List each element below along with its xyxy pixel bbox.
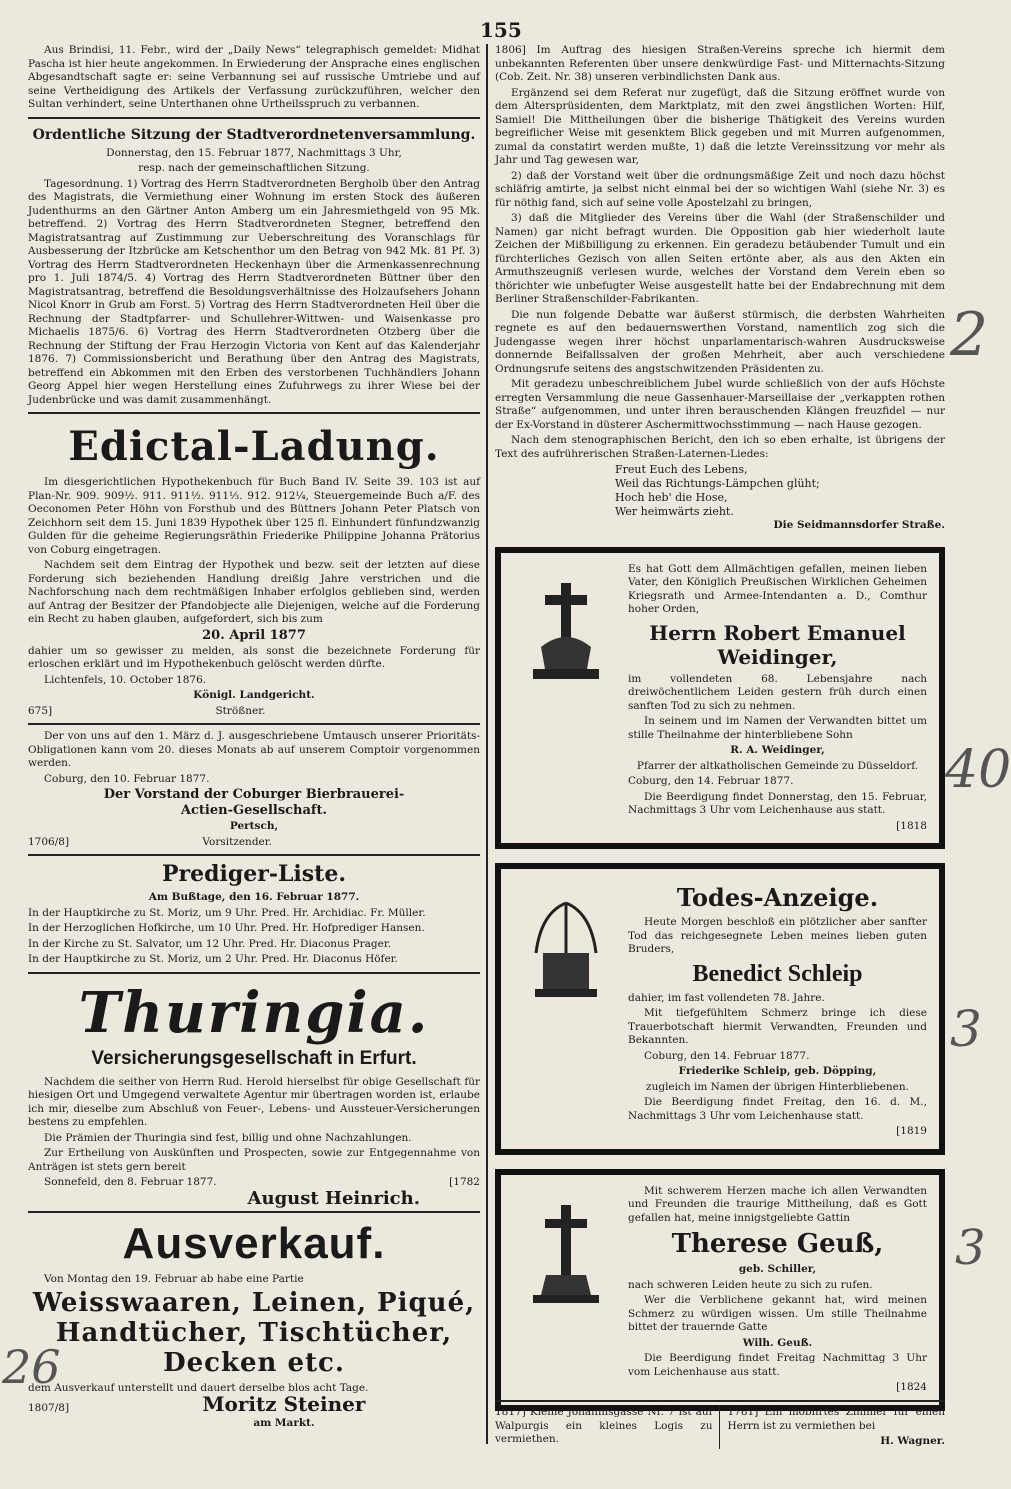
ausverkauf-signature-2: am Markt. (253, 1417, 315, 1429)
bier-date: Coburg, den 10. Februar 1877. (44, 772, 210, 785)
pencil-mark: 3 (955, 1220, 986, 1276)
prediger-subtitle: Am Bußtage, den 16. Februar 1877. (148, 891, 360, 903)
pencil-mark: 2 (950, 300, 989, 370)
prediger-line: In der Kirche zu St. Salvator, um 12 Uhr. Pred. Hr. Diaconus Prager. (28, 937, 392, 950)
strassen-verein-signature: Die Seidmannsdorfer Straße. (773, 519, 945, 531)
strassen-verein-p3: 2) daß der Vorstand weit über die ordnungsmäßige Zeit und noch dazu höchst schläfrig amtirte, ja selbst nicht einmal bei der so wichtigen Wahl (siehe Nr. 3) es für nöthig fand, sich auf seine volle Apostelzahl zu bringen, (495, 169, 945, 209)
ausverkauf-number: 1807/8] (28, 1401, 70, 1414)
death1-number: [1818 (896, 819, 927, 832)
pencil-mark: 3 (950, 1000, 982, 1058)
news-brindisi: Aus Brindisi, 11. Febr., wird der „Daily News“ telegraphisch gemeldet: Midhat Pascha ist hier heute angekommen. In Erwiederung der Ansprache eines englischen Abgesandtschaft sagte er: seine Verbannung sei auf russische Umtriebe und auf seine Vertheidigung des Artikels der Verfassung zurückzuführen, welcher den Sultan verhindert, seine Unterthanen ohne Urtheilsspruch zu verbannen. (28, 44, 480, 110)
poem (615, 463, 945, 519)
death3-body-3: Wer die Verblichene gekannt hat, wird meinen Schmerz zu würdigen wissen. Um stille Theilnahme bittet der trauernde Gatte (628, 1294, 927, 1333)
thuringia-number: [1782 (449, 1176, 480, 1188)
small-ads (495, 1400, 945, 1451)
divider (28, 117, 480, 119)
ausverkauf-body: dem Ausverkauf unterstellt und dauert derselbe blos acht Tage. (28, 1382, 369, 1394)
death2-name: Benedict Schleip (692, 960, 863, 987)
thuringia-place: Sonnefeld, den 8. Februar 1877. (44, 1176, 217, 1188)
death1-name: Herrn Robert Emanuel Weidinger, (649, 620, 906, 669)
death1-signature-2: Pfarrer der altkatholischen Gemeinde zu Düsseldorf. (636, 759, 919, 772)
prediger-line: In der Herzoglichen Hofkirche, um 10 Uhr. Pred. Hr. Hofprediger Hansen. (28, 922, 425, 934)
divider (28, 412, 480, 414)
ausverkauf-signature-row (28, 1391, 480, 1416)
pencil-mark: 40 (945, 740, 1011, 800)
bier-body: Der von uns auf den 1. März d. J. ausgeschriebene Umtausch unserer Prioritäts-Obligationen kann vom 20. dieses Monats ab auf unserem Comptoir vorgenommen werden. (28, 730, 480, 769)
willow-tomb-icon (521, 893, 611, 1003)
edictal-body-3: dahier um so gewisser zu melden, als sonst die bezeichnete Forderung für erloschen erklärt und im Hypothekenbuch gelöscht werden dürfte. (28, 644, 480, 670)
small-ad-logis: 1817] Kleine Johannisgasse Nr. 7 ist auf Walpurgis ein kleines Logis zu vermiethen. (495, 1406, 720, 1449)
poem-line: Wer heimwärts zieht. (615, 505, 734, 518)
death3-body-4: Die Beerdigung findet Freitag Nachmittag 3 Uhr vom Leichenhause aus statt. (628, 1352, 927, 1378)
death3-number: [1824 (896, 1381, 927, 1393)
death3-body-2: nach schweren Leiden heute zu sich zu rufen. (628, 1278, 873, 1291)
edictal-body: Im diesgerichtlichen Hypothekenbuch für Buch Band IV. Seite 39. 103 ist auf Plan-Nr. 909. 909½. 911. 911½. 911⅓. 912. 912¼, Steuergemeinde Buch a/F. des Oeconomen Peter Höhn von Forsthub und des Büttners Johann Peter Platsch von Zeichhorn seit dem 15. Juni 1839 Hypothek über 125 fl. Einhundert fünfundzwanzig Gulden für die geheime Regierungsräthin Friederike Philippine Johanna Prätorius von Coburg eingetragen. (28, 476, 480, 556)
prediger-title: Prediger-Liste. (161, 861, 346, 887)
death2-body: Heute Morgen beschloß ein plötzlicher aber sanfter Tod das reichgesegnete Leben meines lieben guten Bruders, (628, 916, 927, 955)
sitzung-title: Ordentliche Sitzung der Stadtverordnetenversammlung. (32, 126, 476, 143)
divider (28, 854, 480, 856)
small-ad-zimmer (728, 1406, 946, 1451)
strassen-verein-p1: 1806] Im Auftrag des hiesigen Straßen-Vereins spreche ich hiermit dem unbekannten Referenten über unsere denkwürdige Fast- und Mitternachts-Sitzung (Cob. Zeit. Nr. 38) unseren verbindlichsten Dank aus. (495, 44, 945, 83)
death1-body: Es hat Gott dem Allmächtigen gefallen, meinen lieben Vater, den Königlich Preußischen Wirklichen Geheimen Kriegsrath und Armee-Intendanten a. D., Comthur hoher Orden, (628, 562, 927, 615)
cross-icon (521, 1199, 611, 1309)
death-notice-weidinger (495, 547, 945, 850)
sitzung-agenda: Tagesordnung. 1) Vortrag des Herrn Stadtverordneten Bergholb über den Antrag des Magistrats, die Vermiethung einer Wohnung im ersten Stock des äußeren Judenthurms an den Gärtner Anton Amberg um ein Jahresmiethgeld von 95 Mk. betreffend. 2) Vortrag des Herrn Stadtverordneten Stegner, betreffend den Magistratsantrag auf Zustimmung zur Ueberschreitung des Voranschlags für Ausbesserung der Itzbrücke am Ketschenthor um den Betrag von 942 Mk. 81 Pf. 3) Vortrag des Herrn Stadtverordneten Heckenhayn über die Armenkassenrechnung pro 1. Juli 1874/5. 4) Vortrag des Herrn Stadtverordneten Büttner über den Magistratsantrag, betreffend die Besoldungsverhältnisse des Holzaufsehers Johann Nicol Knorr in Grub am Forst. 5) Vortrag des Herrn Stadtverordneten Heil über die Rechnung der Stadtpfarrer- und Schullehrer-Wittwen- und Waisenkasse pro Michaelis 1875/6. 6) Vortrag des Herrn Stadtverordneten Otzberg über die Rechnung der Stiftung der Frau Herzogin Victoria von Kent auf das Kalenderjahr 1876. 7) Commissionsbericht und Berathung über den Antrag des Magistrats, betreffend ein Abkommen mit den Erben des verstorbenen Tuchhändlers Johann Georg Appel hier wegen Herstellung eines Zufuhrwegs zu ihrer Wiese bei der Judenbrücke und was damit zusammenhängt. (28, 177, 480, 406)
ausverkauf-wares: Weisswaaren, Leinen, Piqué, Handtücher, Tischtücher, Decken etc. (32, 1288, 476, 1378)
death3-signature: Wilh. Geuß. (742, 1336, 813, 1349)
edictal-court: Königl. Landgericht. (193, 689, 315, 701)
edictal-body-2: Nachdem seit dem Eintrag der Hypothek und bezw. seit der letzten auf diese Forderung sich beziehenden Handlung dreißig Jahre verstrichen und die Nachforschung nach dem rechtmäßigen Inhaber erfolglos geblieben sind, werden auf Antrag der Besitzer der Pfandobjecte alle Diejenigen, welche auf die Forderung ein Recht zu haben glauben, aufgefordert, sich bis zum (28, 559, 480, 625)
strassen-verein-p5: Die nun folgende Debatte war äußerst stürmisch, die derbsten Wahrheiten regnete es auf den bedauernswerthen Vorstand, namentlich zog sich die Judengasse wegen ihrer höchst unparlamentarisch-wahren Ausdrucksweise donnernde Beifallssalven der großen Mehrheit, aber auch verschiedene Ordnungsrufe seitens des angstschwitzenden Präsidenten zu. (495, 308, 945, 375)
bier-number: 1706/8] (28, 835, 70, 848)
poem-line: Freut Euch des Lebens, (615, 463, 748, 476)
divider (28, 723, 480, 725)
left-column (28, 44, 480, 1433)
death2-signature-2: zugleich im Namen der übrigen Hinterbliebenen. (646, 1080, 909, 1093)
death1-body-3: In seinem und im Namen der Verwandten bittet um stille Theilnahme der hinterbliebene Sohn (628, 715, 927, 741)
edictal-signature: Strößner. (215, 704, 266, 717)
death2-body-2: dahier, im fast vollendeten 78. Jahre. (628, 991, 825, 1004)
death-notice-text (628, 563, 927, 834)
edictal-number: 675] (28, 704, 53, 717)
strassen-verein-p7: Nach dem stenographischen Bericht, den ich so eben erhalte, ist übrigens der Text des aufrührerischen Straßen-Laternen-Liedes: (495, 434, 945, 460)
small-ad-zimmer-signature: H. Wagner. (880, 1435, 945, 1447)
thuringia-body-3: Zur Ertheilung von Auskünften und Prospecten, sowie zur Entgegennahme von Anträgen ist stets gern bereit (28, 1147, 480, 1173)
bier-signature-4: Vorsitzender. (202, 835, 272, 848)
prediger-line: In der Hauptkirche zu St. Moriz, um 2 Uhr. Pred. Hr. Diaconus Höfer. (28, 953, 398, 965)
cross-monument-icon (521, 577, 611, 687)
death2-date: Coburg, den 14. Februar 1877. (644, 1049, 810, 1062)
pencil-mark: 26 (2, 1340, 61, 1394)
thuringia-body-2: Die Prämien der Thuringia sind fest, billig und ohne Nachzahlungen. (44, 1131, 412, 1144)
death3-geb: geb. Schiller, (738, 1263, 817, 1275)
death-notice-schleip (495, 863, 945, 1155)
ausverkauf-intro: Von Montag den 19. Februar ab habe eine Partie (44, 1272, 304, 1285)
thuringia-subtitle: Versicherungsgesellschaft in Erfurt. (91, 1047, 417, 1069)
death2-body-4: Die Beerdigung findet Freitag, den 16. d. M., Nachmittags 3 Uhr vom Leichenhause statt. (628, 1096, 927, 1122)
death-notice-geuss (495, 1169, 945, 1411)
sitzung-date-2: resp. nach der gemeinschaftlichen Sitzung. (138, 162, 370, 174)
death2-body-3: Mit tiefgefühltem Schmerz bringe ich diese Trauerbotschaft hiermit Verwandten, Freunden und Bekannten. (628, 1007, 927, 1046)
bier-signature-row (28, 836, 480, 850)
death3-name: Therese Geuß, (671, 1229, 884, 1259)
death1-body-4: Die Beerdigung findet Donnerstag, den 15. Februar, Nachmittags 3 Uhr vom Leichenhause aus statt. (628, 790, 927, 816)
death2-signature: Friederike Schleip, geb. Döpping, (678, 1065, 877, 1077)
small-ad-zimmer-text: 1781] Ein möblirtes Zimmer für einen Herrn ist zu vermiethen bei (727, 1406, 945, 1432)
column-divider (486, 44, 488, 1444)
death-notice-text (628, 1185, 927, 1395)
edictal-title: Edictal-Ladung. (68, 423, 440, 470)
strassen-verein-p2: Ergänzend sei dem Referat nur zugefügt, daß die Sitzung eröffnet wurde von dem Altersprüsidenten, dem Marktplatz, mit den zwei ängstlichen Worten: Hilf, Samiel! Die Mittheilungen über die bisherige Thätigkeit des Vereins wurden begreiflicher Weise mit gesenktem Blick gegeben und mit Murren aufgenommen, zumal da constatirt werden mußte, 1) daß die letzte Vereinssitzung vor mehr als Jahr und Tag gewesen war, (495, 86, 945, 166)
death2-title: Todes-Anzeige. (676, 883, 879, 912)
death3-body: Mit schwerem Herzen mache ich allen Verwandten und Freunden die traurige Mittheilung, daß es Gott gefallen hat, meine innigstgeliebte Gattin (628, 1184, 927, 1224)
bier-signature-1: Der Vorstand der Coburger Bierbrauerei- (103, 787, 405, 802)
edictal-signature-row (28, 705, 480, 719)
death1-body-2: im vollendeten 68. Lebensjahre nach dreiwöchentlichem Leiden gestern früh durch einen sanften Tod zu sich zu nehmen. (628, 672, 927, 712)
poem-line: Hoch heb' die Hose, (615, 491, 728, 504)
ausverkauf-signature: Moritz Steiner (202, 1391, 366, 1416)
ausverkauf-title: Ausverkauf. (122, 1218, 386, 1268)
poem-line: Weil das Richtungs-Lämpchen glüht; (615, 477, 820, 490)
death-notice-text (628, 883, 927, 1139)
bier-signature-2: Actien-Gesellschaft. (180, 803, 328, 818)
prediger-line: In der Hauptkirche zu St. Moriz, um 9 Uhr. Pred. Hr. Archidiac. Fr. Müller. (28, 906, 426, 919)
death2-number: [1819 (896, 1125, 927, 1137)
right-column (495, 44, 945, 1411)
page-number: 155 (480, 18, 522, 42)
divider (28, 972, 480, 974)
strassen-verein-p4: 3) daß die Mitglieder des Vereins über die Wahl (der Straßenschilder und Namen) gar nicht befragt wurden. Die Opposition gab hier wiederholt laute Zeichen der Mißbilligung zu erkennen. Ein geradezu betäubender Tumult und ein fürchterliches Gezisch von allen Seiten ertönte aber, als aus den Akten ein Armuthszeugniß verlesen wurde, welches der Vorstand dem Verein eben so thörichter wie unbefugter Weise ausgestellt hatte bei der Endabrechnung mit dem Berliner Straßenschilder-Fabrikanten. (495, 212, 945, 305)
death1-signature: R. A. Weidinger, (730, 744, 825, 756)
thuringia-body: Nachdem die seither von Herrn Rud. Herold hierselbst für obige Gesellschaft für hiesigen Ort und Umgegend verwaltete Agentur mir übertragen worden ist, erlaube ich mir, dieselbe zum Abschluß von Feuer-, Lebens- und Aussteuer-Versicherungen bestens zu empfehlen. (28, 1075, 480, 1128)
divider (28, 1211, 480, 1213)
edictal-date: 20. April 1877 (202, 627, 306, 643)
strassen-verein-p6: Mit geradezu unbeschreiblichem Jubel wurde schließlich von der aufs Höchste erregten Versammlung die neue Gassenhauer-Marseillaise der „verkappten rothen Straße“ aufgenommen, und unter ihren berauschenden Klängen freuzfidel — nur der Ex-Vorstand in düsterer Aschermittwochsstimmung — nach Hause gezogen. (495, 378, 945, 431)
death1-date: Coburg, den 14. Februar 1877. (628, 775, 794, 787)
bier-signature-3: Pertsch, (229, 820, 279, 832)
sitzung-date: Donnerstag, den 15. Februar 1877, Nachmittags 3 Uhr, (106, 146, 402, 159)
thuringia-signature: August Heinrich. (247, 1187, 420, 1209)
edictal-place: Lichtenfels, 10. October 1876. (44, 673, 207, 686)
thuringia-title: Thuringia. (78, 979, 430, 1046)
